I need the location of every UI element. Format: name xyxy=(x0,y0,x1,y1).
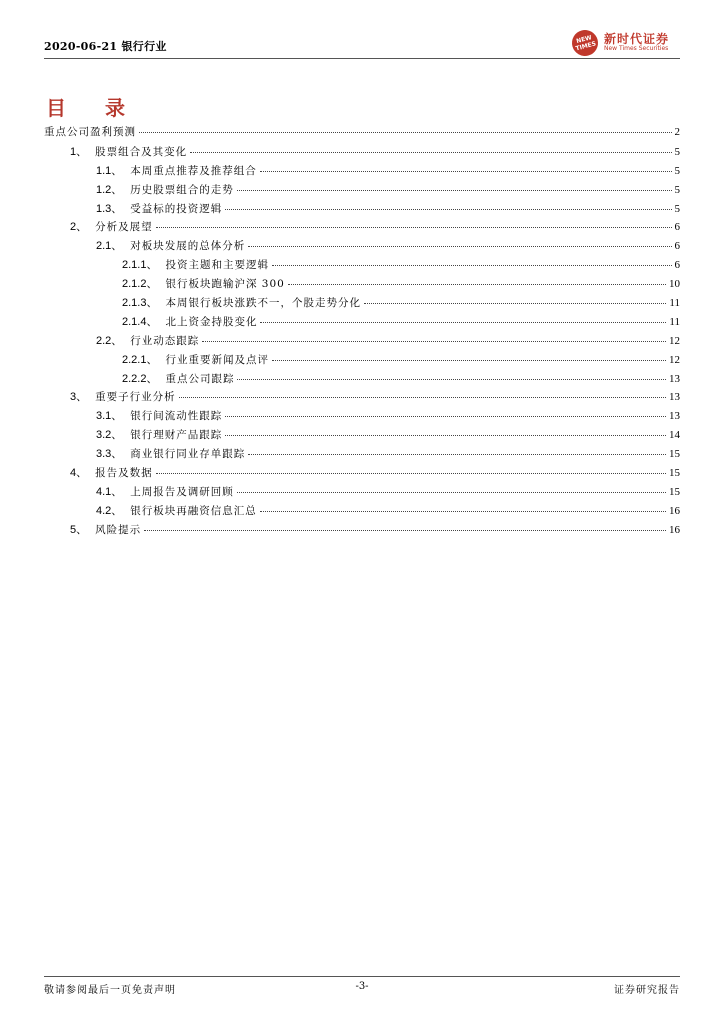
toc-entry-number: 4.1、 xyxy=(96,485,123,498)
page-header xyxy=(44,32,680,59)
toc-leader-dots xyxy=(156,473,666,474)
toc-entry-title: 行业动态跟踪 xyxy=(130,334,200,347)
toc-entry-title: 历史股票组合的走势 xyxy=(130,183,234,196)
toc-entry-number: 3.1、 xyxy=(96,410,123,423)
toc-entry-title: 重要子行业分析 xyxy=(95,391,176,404)
logo-english-name: New Times Securities xyxy=(604,45,669,52)
toc-entry-number: 2.1、 xyxy=(96,240,123,253)
toc-entry[interactable] xyxy=(44,124,680,143)
toc-entry-page: 2 xyxy=(674,126,680,138)
toc-entry-title: 本周银行板块涨跌不一，个股走势分化 xyxy=(165,297,361,310)
toc-entry-title: 分析及展望 xyxy=(95,221,153,234)
footer-disclaimer: 敬请参阅最后一页免责声明 xyxy=(44,985,176,996)
toc-entry-page: 14 xyxy=(669,429,680,442)
toc-entry-number: 1.3、 xyxy=(96,202,123,215)
toc-entry-number: 1、 xyxy=(70,145,88,158)
toc-entry-title: 对板块发展的总体分析 xyxy=(130,240,246,253)
header-date-industry: 2020-06-21 银行行业 xyxy=(44,40,167,53)
toc-entry-page: 6 xyxy=(674,221,680,234)
toc-entry[interactable] xyxy=(44,426,680,445)
toc-entry-number: 2.2.2、 xyxy=(122,372,158,385)
toc-leader-dots xyxy=(190,152,671,153)
toc-leader-dots xyxy=(139,132,672,133)
toc-entry-page: 6 xyxy=(674,240,680,253)
toc-entry-title: 重点公司盈利预测 xyxy=(44,126,136,138)
toc-entry-title: 投资主题和主要逻辑 xyxy=(165,259,269,272)
toc-entry[interactable] xyxy=(44,388,680,407)
toc-entry[interactable] xyxy=(44,181,680,200)
toc-entry-title: 银行板块再融资信息汇总 xyxy=(130,504,257,517)
toc-entry-page: 11 xyxy=(669,315,680,328)
toc-entry-page: 15 xyxy=(669,448,680,461)
toc-entry[interactable] xyxy=(44,237,680,256)
toc-entry[interactable] xyxy=(44,143,680,162)
toc-leader-dots xyxy=(225,416,666,417)
toc-entry-page: 12 xyxy=(669,334,680,347)
toc-entry-number: 4、 xyxy=(70,467,88,480)
toc-entry-page: 16 xyxy=(669,523,680,536)
toc-entry-number: 5、 xyxy=(70,523,88,536)
toc-entry-page: 15 xyxy=(669,485,680,498)
toc-entry-number: 4.2、 xyxy=(96,504,123,517)
toc-leader-dots xyxy=(272,360,666,361)
toc-entry-title: 风险提示 xyxy=(95,523,142,536)
table-of-contents xyxy=(44,124,680,540)
toc-leader-dots xyxy=(225,209,671,210)
footer-report-type: 证券研究报告 xyxy=(614,985,680,996)
toc-entry-title: 商业银行同业存单跟踪 xyxy=(130,448,246,461)
toc-entry[interactable] xyxy=(44,351,680,370)
toc-entry-title: 上周报告及调研回顾 xyxy=(130,485,234,498)
toc-entry[interactable] xyxy=(44,200,680,219)
toc-entry-page: 12 xyxy=(669,353,680,366)
toc-leader-dots xyxy=(260,322,666,323)
toc-entry-title: 银行板块跑输沪深 300 xyxy=(165,278,285,291)
toc-title: 目 录 xyxy=(46,96,141,120)
page-number: -3- xyxy=(355,981,369,992)
toc-entry[interactable] xyxy=(44,483,680,502)
toc-entry-title: 北上资金持股变化 xyxy=(165,315,258,328)
company-logo xyxy=(572,30,680,56)
toc-entry-page: 15 xyxy=(669,467,680,480)
toc-entry-page: 10 xyxy=(669,278,680,291)
toc-entry-page: 5 xyxy=(674,183,680,196)
toc-entry-page: 6 xyxy=(674,259,680,272)
toc-entry[interactable] xyxy=(44,218,680,237)
toc-leader-dots xyxy=(364,303,666,304)
logo-chinese-name: 新时代证券 xyxy=(604,32,670,46)
toc-entry[interactable] xyxy=(44,464,680,483)
toc-entry-title: 本周重点推荐及推荐组合 xyxy=(130,164,257,177)
toc-leader-dots xyxy=(288,284,666,285)
toc-leader-dots xyxy=(237,492,666,493)
toc-entry-title: 行业重要新闻及点评 xyxy=(165,353,269,366)
toc-leader-dots xyxy=(156,227,672,228)
toc-entry[interactable] xyxy=(44,407,680,426)
toc-entry-page: 5 xyxy=(674,164,680,177)
toc-entry-title: 重点公司跟踪 xyxy=(165,372,235,385)
toc-entry-number: 3.3、 xyxy=(96,448,123,461)
toc-entry[interactable] xyxy=(44,521,680,540)
toc-entry-number: 2、 xyxy=(70,221,88,234)
toc-entry[interactable] xyxy=(44,332,680,351)
toc-entry-number: 2.1.4、 xyxy=(122,315,158,328)
toc-entry-page: 13 xyxy=(669,391,680,404)
toc-entry[interactable] xyxy=(44,162,680,181)
toc-leader-dots xyxy=(260,171,672,172)
toc-entry-page: 11 xyxy=(669,297,680,310)
toc-entry-title: 受益标的投资逻辑 xyxy=(130,202,223,215)
toc-entry-page: 13 xyxy=(669,372,680,385)
toc-entry-page: 5 xyxy=(674,202,680,215)
toc-leader-dots xyxy=(237,379,666,380)
toc-entry-page: 5 xyxy=(674,145,680,158)
toc-entry-number: 2.1.2、 xyxy=(122,278,158,291)
toc-entry-number: 3.2、 xyxy=(96,429,123,442)
toc-entry-title: 股票组合及其变化 xyxy=(95,145,188,158)
toc-leader-dots xyxy=(202,341,666,342)
toc-entry[interactable] xyxy=(44,502,680,521)
toc-leader-dots xyxy=(260,511,666,512)
toc-entry-title: 报告及数据 xyxy=(95,467,153,480)
toc-entry-number: 2.1.3、 xyxy=(122,297,158,310)
toc-leader-dots xyxy=(237,190,672,191)
toc-entry-number: 2.2、 xyxy=(96,334,123,347)
toc-leader-dots xyxy=(272,265,672,266)
toc-entry-number: 1.2、 xyxy=(96,183,123,196)
toc-entry-page: 13 xyxy=(669,410,680,423)
toc-entry-number: 2.1.1、 xyxy=(122,259,158,272)
toc-leader-dots xyxy=(248,454,666,455)
toc-entry[interactable] xyxy=(44,445,680,464)
toc-entry-number: 2.2.1、 xyxy=(122,353,158,366)
toc-entry[interactable] xyxy=(44,370,680,389)
toc-entry-number: 1.1、 xyxy=(96,164,123,177)
toc-entry-page: 16 xyxy=(669,504,680,517)
toc-entry[interactable] xyxy=(44,294,680,313)
logo-badge: NEW TIMES xyxy=(569,27,601,59)
toc-entry[interactable] xyxy=(44,275,680,294)
toc-leader-dots xyxy=(248,246,671,247)
toc-entry-title: 银行间流动性跟踪 xyxy=(130,410,223,423)
toc-leader-dots xyxy=(179,397,666,398)
toc-leader-dots xyxy=(144,530,666,531)
toc-entry[interactable] xyxy=(44,256,680,275)
toc-entry[interactable] xyxy=(44,313,680,332)
toc-entry-title: 银行理财产品跟踪 xyxy=(130,429,223,442)
toc-entry-number: 3、 xyxy=(70,391,88,404)
page-footer xyxy=(44,976,680,996)
toc-leader-dots xyxy=(225,435,666,436)
